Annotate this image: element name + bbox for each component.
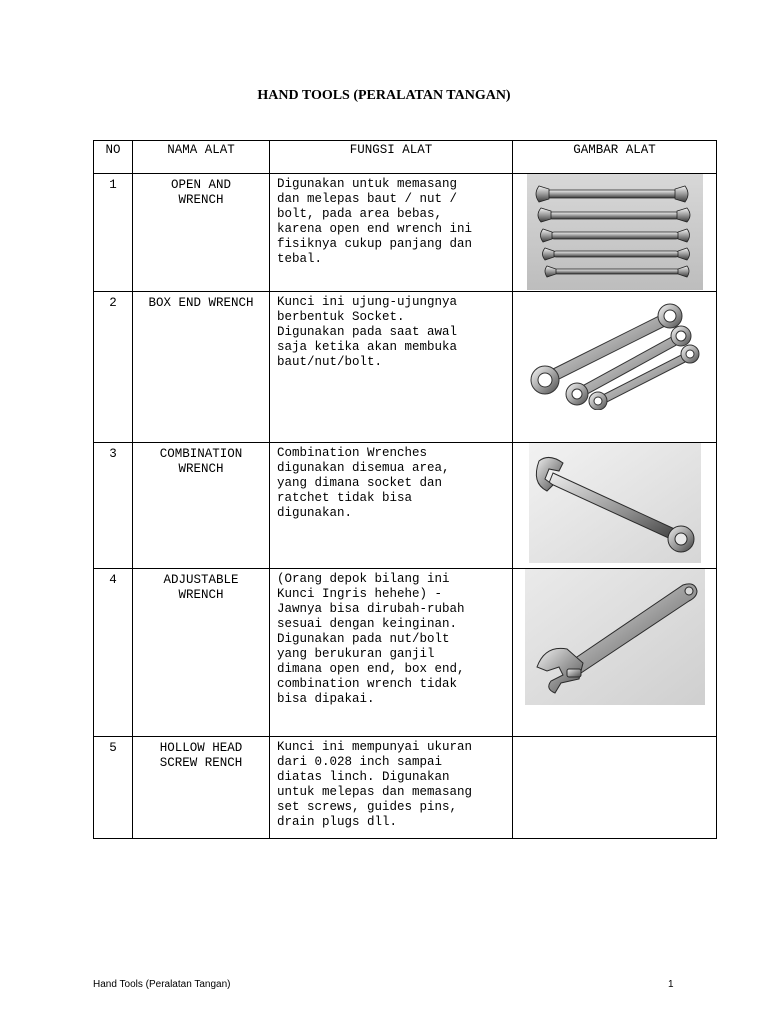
tool-name: COMBINATION WRENCH xyxy=(133,443,270,569)
box-end-wrench-set-image xyxy=(525,292,705,410)
footer-title: Hand Tools (Peralatan Tangan) xyxy=(93,979,231,990)
open-end-wrench-set-image xyxy=(527,174,703,290)
row-number: 1 xyxy=(94,174,133,292)
row-number: 4 xyxy=(94,569,133,737)
tool-name: OPEN AND WRENCH xyxy=(133,174,270,292)
adjustable-wrench-image xyxy=(525,569,705,705)
tool-function: Combination Wrenches digunakan disemua area, yang dimana socket dan ratchet tidak bisa digunakan. xyxy=(270,443,513,569)
tools-table xyxy=(93,140,717,839)
row-number: 5 xyxy=(94,737,133,839)
tool-name: BOX END WRENCH xyxy=(133,292,270,443)
table-row xyxy=(94,292,717,443)
tool-function: Kunci ini mempunyai ukuran dari 0.028 inch sampai diatas linch. Digunakan untuk melepas dan memasang set screws, guides pins, drain plugs dll. xyxy=(270,737,513,839)
header-image: GAMBAR ALAT xyxy=(513,141,717,174)
table-row xyxy=(94,569,717,737)
table-header-row xyxy=(94,141,717,174)
tool-name: HOLLOW HEAD SCREW RENCH xyxy=(133,737,270,839)
header-name: NAMA ALAT xyxy=(133,141,270,174)
table-row xyxy=(94,737,717,839)
combination-wrench-image xyxy=(529,443,701,563)
header-no: NO xyxy=(94,141,133,174)
tool-function: (Orang depok bilang ini Kunci Ingris hehehe) - Jawnya bisa dirubah-rubah sesuai dengan keinginan. Digunakan pada nut/bolt yang berukuran ganjil dimana open end, box end, combination wrench tidak bisa dipakai. xyxy=(270,569,513,737)
row-number: 2 xyxy=(94,292,133,443)
tool-function: Digunakan untuk memasang dan melepas baut / nut / bolt, pada area bebas, karena open end wrench ini fisiknya cukup panjang dan tebal. xyxy=(270,174,513,292)
row-number: 3 xyxy=(94,443,133,569)
header-function: FUNGSI ALAT xyxy=(270,141,513,174)
page-title: HAND TOOLS (PERALATAN TANGAN) xyxy=(257,88,511,103)
tool-name: ADJUSTABLE WRENCH xyxy=(133,569,270,737)
empty-image-cell xyxy=(513,737,717,839)
tool-function: Kunci ini ujung-ujungnya berbentuk Socket. Digunakan pada saat awal saja ketika akan membuka baut/nut/bolt. xyxy=(270,292,513,443)
table-row xyxy=(94,174,717,292)
table-row xyxy=(94,443,717,569)
page-number: 1 xyxy=(668,979,674,990)
